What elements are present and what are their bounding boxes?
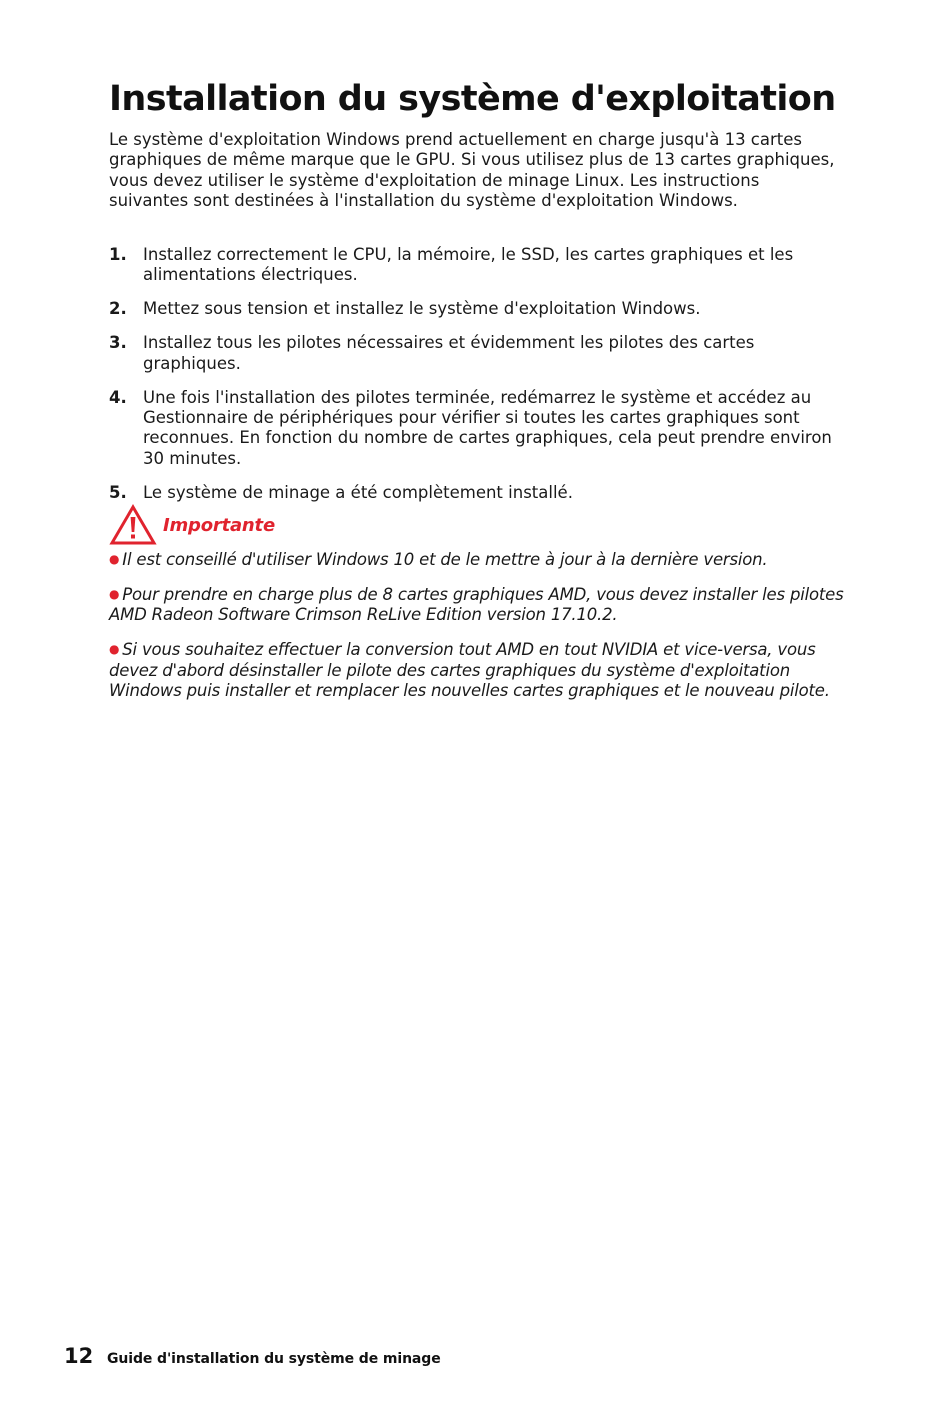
- note-text: Il est conseillé d'utiliser Windows 10 et de le mettre à jour à la dernière version.: [122, 550, 768, 569]
- important-header: [109, 503, 275, 547]
- step-number: 2.: [109, 299, 127, 319]
- note-text: Pour prendre en charge plus de 8 cartes graphiques AMD, vous devez installer les pilotes AMD Radeon Software Crimson ReLive Edition version 17.10.2.: [109, 584, 844, 625]
- important-label: Importante: [163, 514, 275, 536]
- bullet-dot-icon: ●: [109, 642, 120, 657]
- step-text: Une fois l'installation des pilotes terminée, redémarrez le système et accédez au Gestionnaire de périphériques pour vérifier si toutes les cartes graphiques sont reconnues. En fonction du nombre de cartes graphiques, cela peut prendre environ 30 minutes.: [143, 387, 832, 468]
- step-item: [109, 245, 839, 286]
- step-number: 5.: [109, 482, 127, 502]
- step-item: [109, 299, 839, 319]
- page-footer: [64, 1344, 441, 1368]
- step-item: [109, 333, 839, 374]
- page-number: 12: [64, 1344, 94, 1368]
- note-item: [109, 549, 849, 570]
- step-item: [109, 483, 839, 503]
- step-number: 3.: [109, 333, 127, 353]
- step-text: Le système de minage a été complètement installé.: [143, 482, 573, 502]
- bullet-dot-icon: ●: [109, 552, 120, 566]
- page-title: Installation du système d'exploitation: [109, 79, 836, 119]
- note-text: Si vous souhaitez effectuer la conversion tout AMD en tout NVIDIA et vice-versa, vous devez d'abord désinstaller le pilote des cartes graphiques du système d'exploitation Windows puis installer et remplacer les nouvelles cartes graphiques et le nouveau pilote.: [109, 640, 830, 701]
- step-number: 1.: [109, 245, 127, 264]
- step-text: Installez tous les pilotes nécessaires et évidemment les pilotes des cartes graphiques.: [143, 333, 755, 373]
- bullet-dot-icon: ●: [109, 586, 120, 601]
- step-text: Installez correctement le CPU, la mémoire, le SSD, les cartes graphiques et les alimentations électriques.: [143, 245, 794, 285]
- important-notes: [109, 549, 849, 715]
- note-item: [109, 639, 849, 701]
- step-text: Mettez sous tension et installez le système d'exploitation Windows.: [143, 299, 701, 319]
- warning-triangle-icon: [109, 504, 157, 546]
- step-number: 4.: [109, 387, 127, 407]
- footer-title: Guide d'installation du système de minage: [107, 1351, 441, 1367]
- installation-steps: [109, 245, 839, 517]
- intro-paragraph: Le système d'exploitation Windows prend actuellement en charge jusqu'à 13 cartes graphiques de même marque que le GPU. Si vous utilisez plus de 13 cartes graphiques, vous devez utiliser le système d'exploitation de minage Linux. Les instructions suivantes sont destinées à l'installation du système d'exploitation Windows.: [109, 130, 835, 211]
- note-item: [109, 584, 849, 626]
- step-item: [109, 388, 839, 470]
